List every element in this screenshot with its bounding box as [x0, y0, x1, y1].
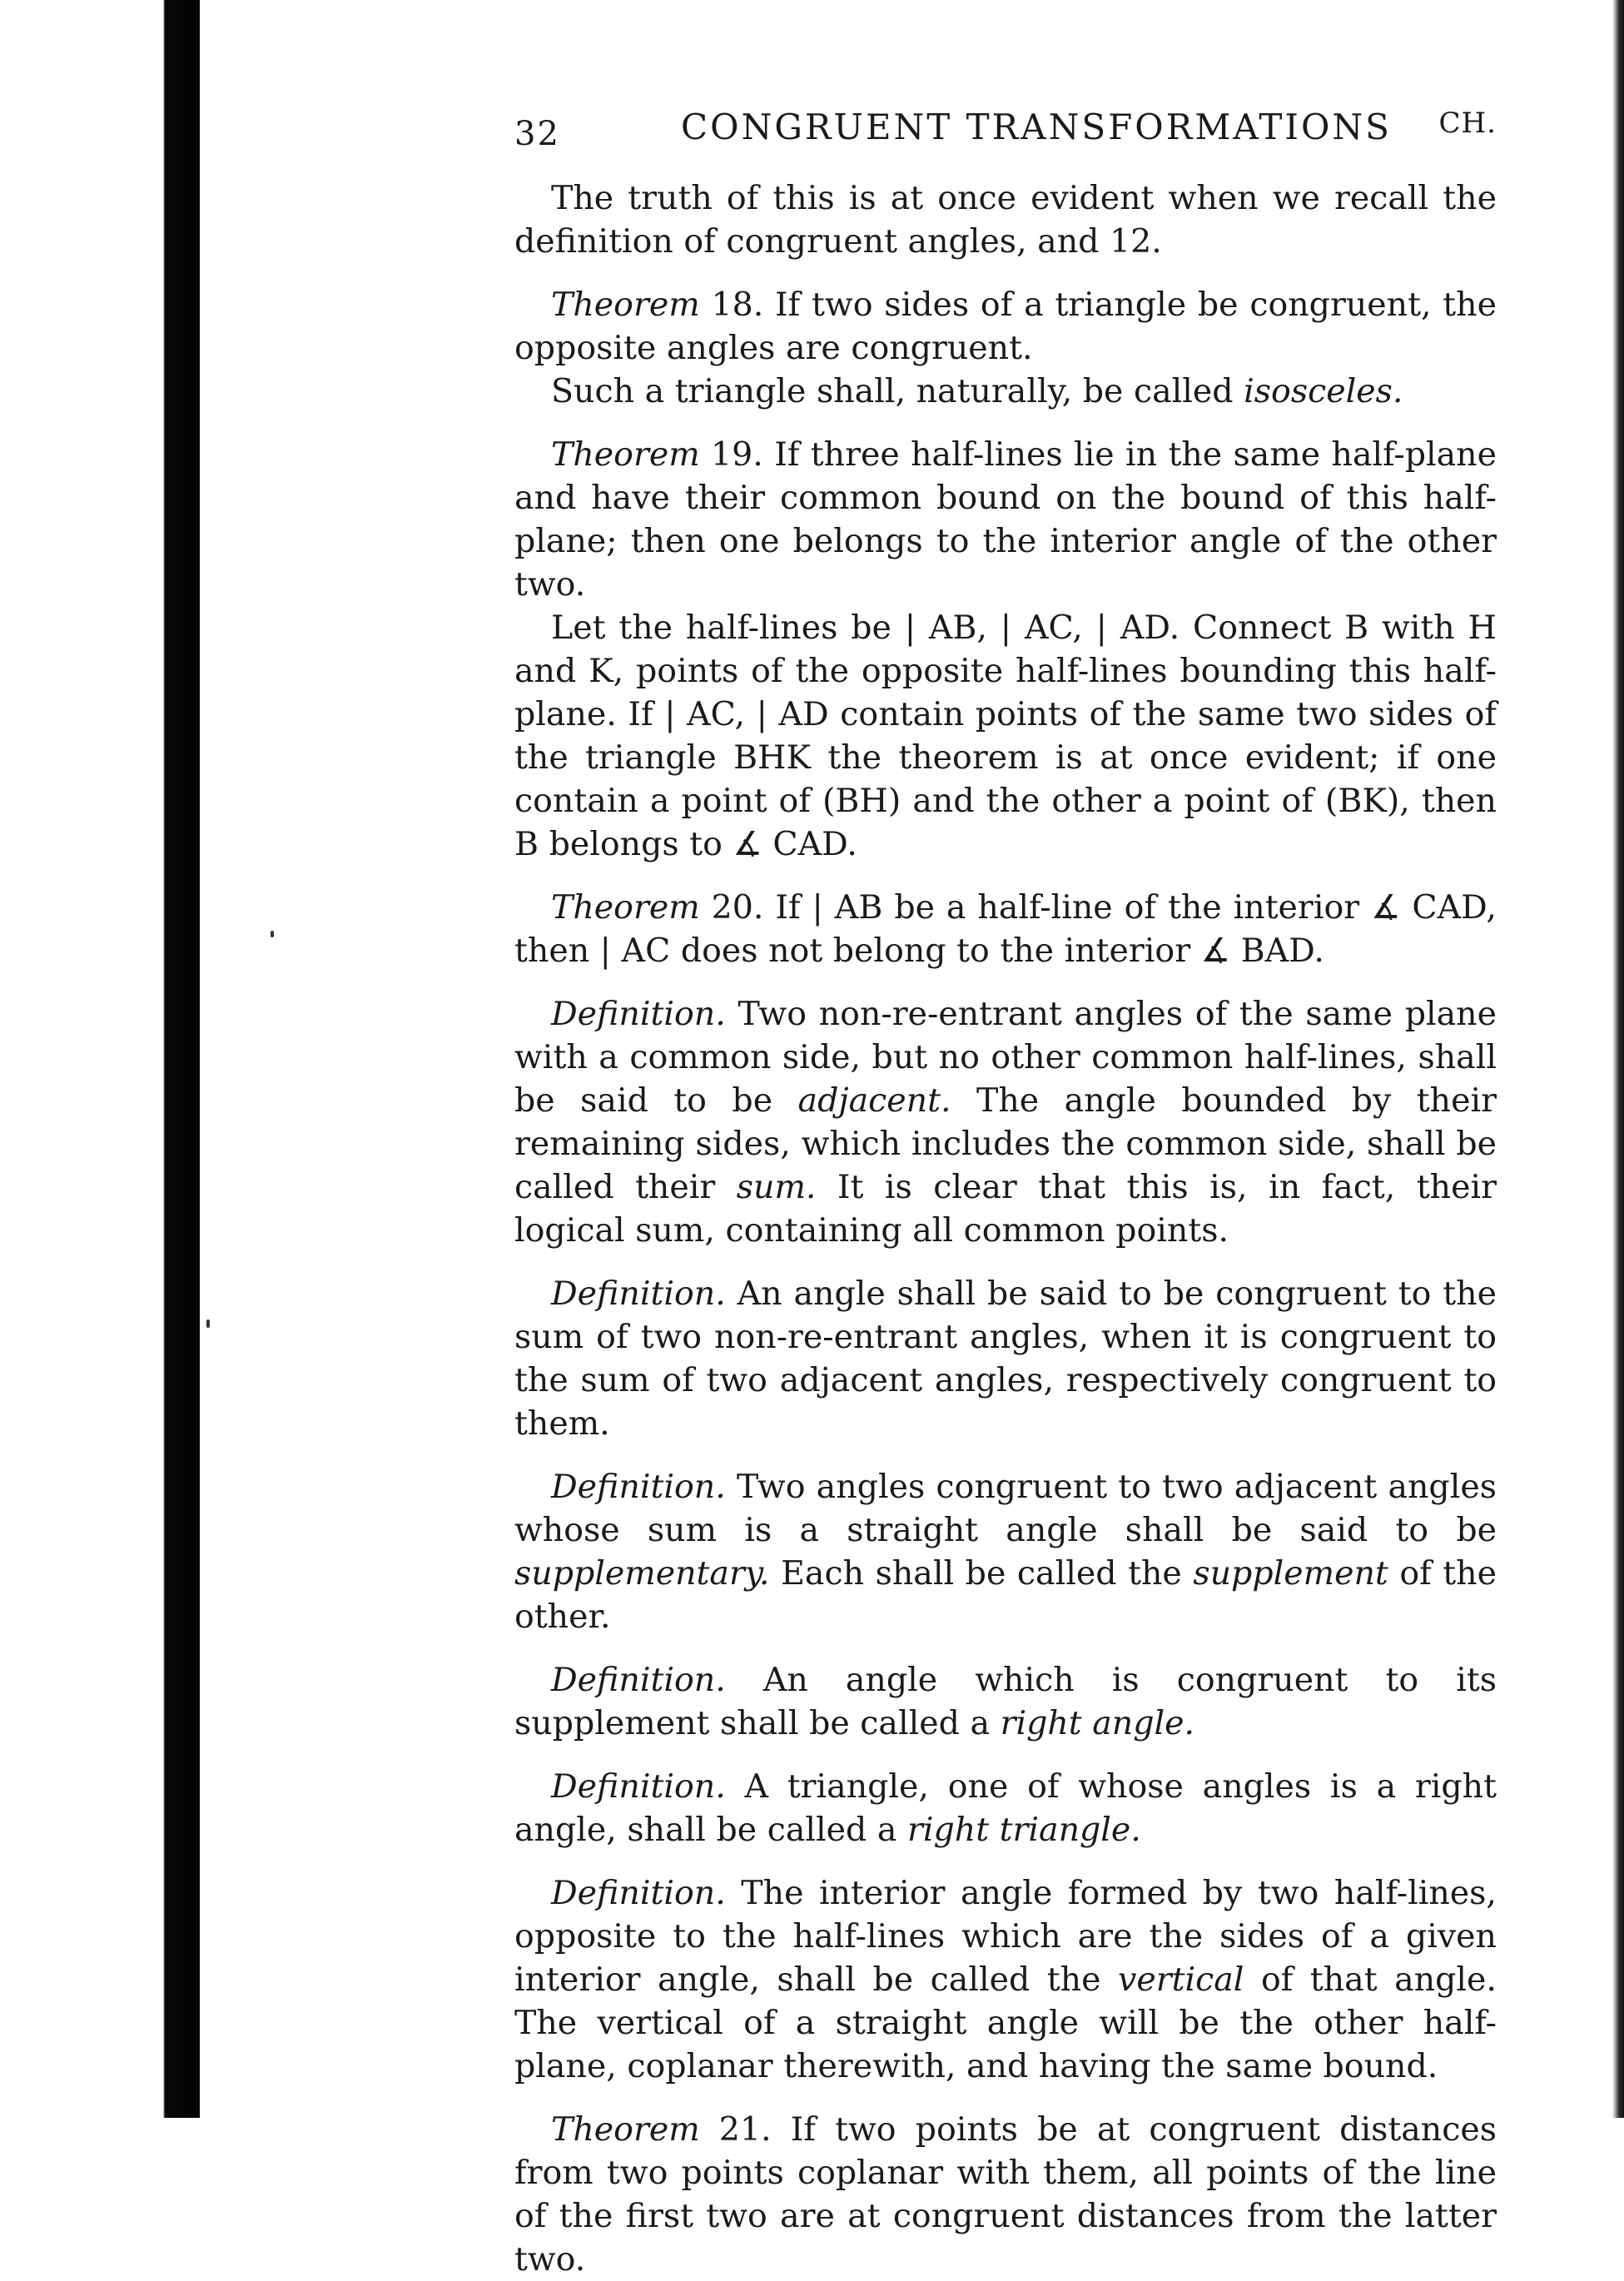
- theorem-20: Theorem 20. If | AB be a half-line of the interior ∡ CAD, then | AC does not belong to the interior ∡ BAD.: [514, 888, 1497, 970]
- chapter-abbrev: CH.: [1438, 107, 1497, 140]
- running-head: [514, 98, 1497, 165]
- book-page: [514, 98, 1497, 2281]
- definition-label: Definition.: [551, 995, 726, 1033]
- theorem-18: Theorem 18. If two sides of a triangle be congruent, the opposite angles are congruent.: [514, 286, 1497, 367]
- definition-label: Definition.: [551, 1275, 726, 1313]
- paragraph: Such a triangle shall, naturally, be called isosceles.: [551, 372, 1403, 410]
- proof-paragraph: Let the half-lines be | AB, | AC, | AD. Connect B with H and K, points of the opposite half-lines bounding this half-plane. If | AC, | AD contain points of the same two sides of the triangle BHK the theorem is at once evident; if one contain a point of (BH) and the other a point of (BK), then B belongs to ∡ CAD.: [514, 609, 1497, 863]
- definition-adjacent: Definition. Two non-re-entrant angles of the same plane with a common side, but no other common half-lines, shall be said to be adjacent. The angle bounded by their remaining sides, which includes the common side, shall be called their sum. It is clear that this is, in fact, their logical sum, containing all common points.: [514, 995, 1497, 1250]
- definition-label: Definition.: [551, 1661, 726, 1699]
- theorem-label: Theorem: [551, 2110, 700, 2149]
- definition-vertical: Definition. The interior angle formed by two half-lines, opposite to the half-lines which are the sides of a given interior angle, shall be called the vertical of that angle. The vertical of a straight angle will be the other half-plane, coplanar therewith, and having the same bound.: [514, 1874, 1497, 2085]
- chapter-title: CONGRUENT TRANSFORMATIONS: [681, 107, 1392, 147]
- theorem-19: Theorem 19. If three half-lines lie in the same half-plane and have their common bound on the bound of this half-plane; then one belongs to the interior angle of the other two.: [514, 435, 1497, 604]
- theorem-label: Theorem: [551, 286, 700, 324]
- theorem-21: Theorem 21. If two points be at congruent distances from two points coplanar with them, all points of the line of the first two are at congruent distances from the latter two.: [514, 2110, 1497, 2279]
- scan-speck: [206, 1319, 210, 1328]
- theorem-label: Theorem: [551, 888, 700, 927]
- definition-supplementary: Definition. Two angles congruent to two adjacent angles whose sum is a straight angle shall be said to be supplementary. Each shall be called the supplement of the other.: [514, 1468, 1497, 1636]
- page-edge-shadow: [1612, 0, 1624, 2118]
- definition-label: Definition.: [551, 1468, 726, 1506]
- scan-speck: [271, 931, 274, 937]
- definition-right-triangle: Definition. A triangle, one of whose angles is a right angle, shall be called a right triangle.: [514, 1767, 1497, 1849]
- theorem-label: Theorem: [551, 435, 700, 474]
- binding-shadow: [0, 0, 200, 2118]
- paragraph: The truth of this is at once evident when we recall the definition of congruent angles, and 12.: [514, 179, 1497, 261]
- definition-right-angle: Definition. An angle which is congruent to its supplement shall be called a right angle.: [514, 1661, 1497, 1742]
- page-number: 32: [514, 115, 560, 153]
- definition-label: Definition.: [551, 1767, 726, 1806]
- definition-label: Definition.: [551, 1874, 726, 1912]
- definition-sum: Definition. An angle shall be said to be congruent to the sum of two non-re-entrant angles, when it is congruent to the sum of two adjacent angles, respectively congruent to them.: [514, 1275, 1497, 1443]
